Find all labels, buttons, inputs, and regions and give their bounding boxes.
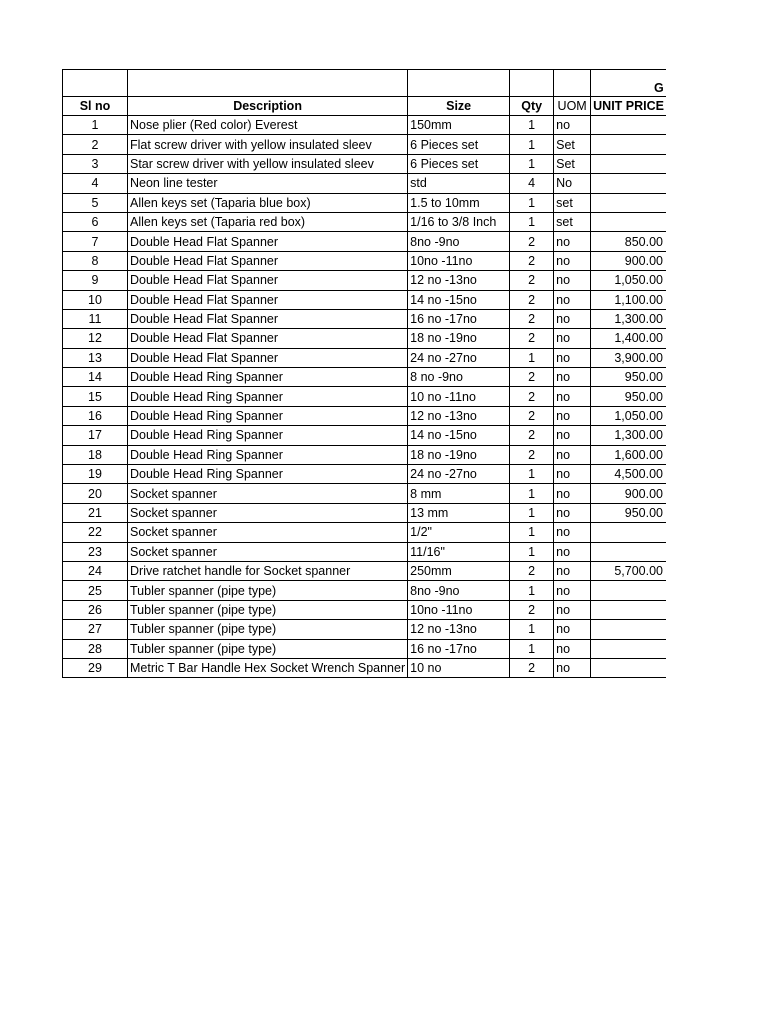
cell-size: 14 no -15no (408, 426, 510, 445)
table-row (63, 251, 666, 270)
cell-qty: 2 (510, 600, 554, 619)
cell-unit-price (591, 193, 666, 212)
spreadsheet (62, 69, 666, 678)
cell-sl-no: 17 (63, 426, 128, 445)
cell-unit-price: 1,050.00 (591, 406, 666, 425)
cell-size: 6 Pieces set (408, 135, 510, 154)
cell-qty: 2 (510, 290, 554, 309)
cell-uom: no (554, 251, 591, 270)
table-body (63, 116, 666, 678)
cell-size: 10 no -11no (408, 387, 510, 406)
header-row (63, 97, 666, 116)
cell-description: Tubler spanner (pipe type) (128, 581, 408, 600)
items-table (62, 69, 666, 678)
cell-sl-no: 10 (63, 290, 128, 309)
cell-qty: 2 (510, 658, 554, 677)
cell-qty: 2 (510, 368, 554, 387)
cell-description: Double Head Flat Spanner (128, 309, 408, 328)
cell-unit-price (591, 581, 666, 600)
cell-size: 8no -9no (408, 232, 510, 251)
cell-qty: 1 (510, 116, 554, 135)
cell-uom: Set (554, 135, 591, 154)
cell-size: 8 no -9no (408, 368, 510, 387)
table-row (63, 406, 666, 425)
cell-size: 16 no -17no (408, 639, 510, 658)
cell-size: 6 Pieces set (408, 154, 510, 173)
cell-unit-price (591, 523, 666, 542)
cell-sl-no: 13 (63, 348, 128, 367)
cell-description: Double Head Flat Spanner (128, 329, 408, 348)
cell-unit-price: 1,400.00 (591, 329, 666, 348)
cell-description: Allen keys set (Taparia red box) (128, 212, 408, 231)
cell-unit-price: 900.00 (591, 251, 666, 270)
table-row (63, 600, 666, 619)
cell-uom: no (554, 484, 591, 503)
cell-unit-price (591, 212, 666, 231)
cell-description: Tubler spanner (pipe type) (128, 620, 408, 639)
cell-unit-price: 950.00 (591, 387, 666, 406)
cell-qty: 4 (510, 174, 554, 193)
cell-uom: no (554, 639, 591, 658)
cell-uom: no (554, 309, 591, 328)
col-header-uom: UOM (554, 97, 591, 116)
cell-uom: no (554, 348, 591, 367)
cell-uom: no (554, 329, 591, 348)
cell-qty: 1 (510, 523, 554, 542)
cell-sl-no: 14 (63, 368, 128, 387)
cell-sl-no: 18 (63, 445, 128, 464)
cell-unit-price: 850.00 (591, 232, 666, 251)
cell-size: 10no -11no (408, 600, 510, 619)
cell-qty: 1 (510, 581, 554, 600)
table-row (63, 465, 666, 484)
cell-size: 12 no -13no (408, 620, 510, 639)
cell-uom: no (554, 600, 591, 619)
cell-sl-no: 22 (63, 523, 128, 542)
cell-description: Double Head Ring Spanner (128, 368, 408, 387)
blank-cell (128, 70, 408, 97)
cell-description: Drive ratchet handle for Socket spanner (128, 561, 408, 580)
cell-description: Socket spanner (128, 542, 408, 561)
cell-description: Double Head Ring Spanner (128, 465, 408, 484)
blank-top-row (63, 70, 666, 97)
cell-description: Double Head Ring Spanner (128, 387, 408, 406)
col-header-unit-price: UNIT PRICE (591, 97, 666, 116)
cell-description: Double Head Flat Spanner (128, 290, 408, 309)
cell-uom: no (554, 542, 591, 561)
cell-sl-no: 28 (63, 639, 128, 658)
cell-sl-no: 7 (63, 232, 128, 251)
cell-sl-no: 26 (63, 600, 128, 619)
cell-size: 11/16" (408, 542, 510, 561)
cell-uom: set (554, 212, 591, 231)
cell-size: 8no -9no (408, 581, 510, 600)
cell-unit-price (591, 658, 666, 677)
cell-sl-no: 27 (63, 620, 128, 639)
cell-uom: no (554, 445, 591, 464)
cell-qty: 1 (510, 348, 554, 367)
cell-qty: 1 (510, 135, 554, 154)
cell-sl-no: 15 (63, 387, 128, 406)
cell-size: 18 no -19no (408, 329, 510, 348)
cell-uom: no (554, 658, 591, 677)
table-row (63, 135, 666, 154)
cell-sl-no: 24 (63, 561, 128, 580)
cell-description: Nose plier (Red color) Everest (128, 116, 408, 135)
cell-size: 1/2" (408, 523, 510, 542)
cell-size: 24 no -27no (408, 465, 510, 484)
cell-unit-price (591, 600, 666, 619)
table-row (63, 212, 666, 231)
cell-qty: 2 (510, 309, 554, 328)
table-row (63, 445, 666, 464)
table-row (63, 503, 666, 522)
cell-uom: no (554, 523, 591, 542)
table-row (63, 290, 666, 309)
cell-unit-price (591, 135, 666, 154)
cell-qty: 1 (510, 542, 554, 561)
cell-uom: no (554, 426, 591, 445)
cell-sl-no: 5 (63, 193, 128, 212)
cell-sl-no: 2 (63, 135, 128, 154)
cell-size: 10 no (408, 658, 510, 677)
cell-uom: no (554, 232, 591, 251)
table-row (63, 639, 666, 658)
cell-qty: 1 (510, 465, 554, 484)
cell-unit-price: 1,050.00 (591, 271, 666, 290)
cell-unit-price: 950.00 (591, 503, 666, 522)
cell-uom: no (554, 387, 591, 406)
cell-unit-price (591, 620, 666, 639)
cell-unit-price: 1,300.00 (591, 426, 666, 445)
cell-description: Tubler spanner (pipe type) (128, 639, 408, 658)
table-row (63, 542, 666, 561)
cell-sl-no: 16 (63, 406, 128, 425)
cell-qty: 2 (510, 329, 554, 348)
cell-description: Socket spanner (128, 523, 408, 542)
cell-size: 12 no -13no (408, 271, 510, 290)
table-row (63, 116, 666, 135)
cell-qty: 1 (510, 193, 554, 212)
cell-uom: no (554, 368, 591, 387)
cell-qty: 2 (510, 232, 554, 251)
cell-qty: 1 (510, 639, 554, 658)
cell-uom: no (554, 290, 591, 309)
table-row (63, 329, 666, 348)
cell-qty: 1 (510, 503, 554, 522)
col-header-description: Description (128, 97, 408, 116)
cell-sl-no: 1 (63, 116, 128, 135)
cell-unit-price: 5,700.00 (591, 561, 666, 580)
cell-unit-price (591, 542, 666, 561)
cell-description: Socket spanner (128, 484, 408, 503)
cell-sl-no: 3 (63, 154, 128, 173)
cell-size: 250mm (408, 561, 510, 580)
cell-description: Double Head Flat Spanner (128, 232, 408, 251)
cell-qty: 1 (510, 484, 554, 503)
table-row (63, 561, 666, 580)
cell-size: 10no -11no (408, 251, 510, 270)
col-header-size: Size (408, 97, 510, 116)
cell-size: 1.5 to 10mm (408, 193, 510, 212)
cell-unit-price: 900.00 (591, 484, 666, 503)
cell-sl-no: 21 (63, 503, 128, 522)
cell-uom: no (554, 271, 591, 290)
cell-description: Double Head Ring Spanner (128, 406, 408, 425)
cell-uom: No (554, 174, 591, 193)
cell-description: Double Head Ring Spanner (128, 426, 408, 445)
cell-description: Star screw driver with yellow insulated sleev (128, 154, 408, 173)
table-row (63, 387, 666, 406)
col-header-qty: Qty (510, 97, 554, 116)
table-row (63, 484, 666, 503)
cell-sl-no: 29 (63, 658, 128, 677)
cell-sl-no: 19 (63, 465, 128, 484)
cell-description: Metric T Bar Handle Hex Socket Wrench Spanner (128, 658, 408, 677)
table-row (63, 523, 666, 542)
cell-size: 8 mm (408, 484, 510, 503)
cell-sl-no: 8 (63, 251, 128, 270)
cell-qty: 2 (510, 426, 554, 445)
cell-unit-price: 1,300.00 (591, 309, 666, 328)
cell-uom: no (554, 465, 591, 484)
cell-size: 16 no -17no (408, 309, 510, 328)
cell-description: Double Head Flat Spanner (128, 251, 408, 270)
cell-description: Double Head Ring Spanner (128, 445, 408, 464)
table-row (63, 193, 666, 212)
cell-uom: no (554, 561, 591, 580)
cell-sl-no: 25 (63, 581, 128, 600)
cell-size: 18 no -19no (408, 445, 510, 464)
cell-size: 13 mm (408, 503, 510, 522)
cell-qty: 2 (510, 251, 554, 270)
cell-qty: 2 (510, 387, 554, 406)
cell-description: Socket spanner (128, 503, 408, 522)
cell-unit-price: 1,600.00 (591, 445, 666, 464)
cell-description: Allen keys set (Taparia blue box) (128, 193, 408, 212)
blank-cell (510, 70, 554, 97)
cell-qty: 1 (510, 620, 554, 639)
table-row (63, 309, 666, 328)
cell-uom: no (554, 581, 591, 600)
cell-size: 14 no -15no (408, 290, 510, 309)
cell-qty: 2 (510, 445, 554, 464)
cell-unit-price (591, 639, 666, 658)
table-row (63, 581, 666, 600)
table-row (63, 232, 666, 251)
table-row (63, 271, 666, 290)
cell-qty: 1 (510, 212, 554, 231)
cell-qty: 2 (510, 271, 554, 290)
table-row (63, 174, 666, 193)
cell-size: std (408, 174, 510, 193)
cell-description: Tubler spanner (pipe type) (128, 600, 408, 619)
cell-unit-price (591, 116, 666, 135)
cell-qty: 1 (510, 154, 554, 173)
cell-uom: set (554, 193, 591, 212)
cell-uom: no (554, 620, 591, 639)
cell-description: Flat screw driver with yellow insulated sleev (128, 135, 408, 154)
cell-description: Double Head Flat Spanner (128, 348, 408, 367)
cell-sl-no: 12 (63, 329, 128, 348)
cell-uom: no (554, 503, 591, 522)
cell-size: 1/16 to 3/8 Inch (408, 212, 510, 231)
cell-sl-no: 11 (63, 309, 128, 328)
cell-unit-price (591, 174, 666, 193)
cell-qty: 2 (510, 406, 554, 425)
cell-size: 12 no -13no (408, 406, 510, 425)
cell-sl-no: 20 (63, 484, 128, 503)
cell-sl-no: 9 (63, 271, 128, 290)
blank-cell (408, 70, 510, 97)
cell-unit-price: 3,900.00 (591, 348, 666, 367)
cell-sl-no: 6 (63, 212, 128, 231)
table-row (63, 368, 666, 387)
cell-unit-price: 4,500.00 (591, 465, 666, 484)
header-fragment: G (654, 81, 664, 95)
col-header-sl-no: Sl no (63, 97, 128, 116)
cell-size: 150mm (408, 116, 510, 135)
table-row (63, 658, 666, 677)
cell-unit-price: 950.00 (591, 368, 666, 387)
cell-uom: no (554, 406, 591, 425)
cell-qty: 2 (510, 561, 554, 580)
cell-size: 24 no -27no (408, 348, 510, 367)
table-row (63, 348, 666, 367)
cell-description: Double Head Flat Spanner (128, 271, 408, 290)
cell-unit-price: 1,100.00 (591, 290, 666, 309)
table-row (63, 154, 666, 173)
blank-cell (63, 70, 128, 97)
table-row (63, 426, 666, 445)
cell-description: Neon line tester (128, 174, 408, 193)
table-row (63, 620, 666, 639)
cell-sl-no: 4 (63, 174, 128, 193)
cell-sl-no: 23 (63, 542, 128, 561)
cell-unit-price (591, 154, 666, 173)
cell-uom: Set (554, 154, 591, 173)
blank-cell (554, 70, 591, 97)
cell-uom: no (554, 116, 591, 135)
